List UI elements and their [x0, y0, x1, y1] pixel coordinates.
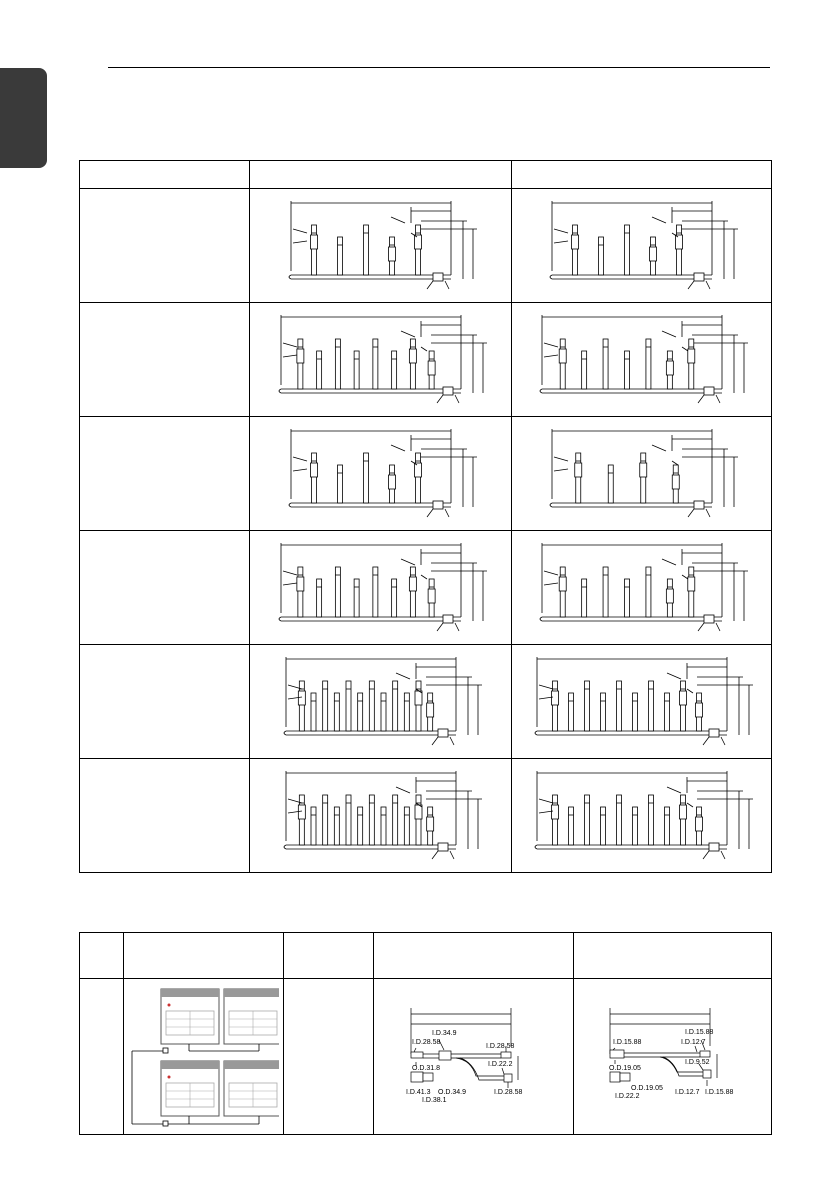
liquid-branch-diagram — [574, 979, 772, 1135]
header-pipe-drawing — [284, 657, 482, 745]
gas-header-diagram — [250, 303, 512, 417]
header-pipe-drawing — [540, 543, 748, 631]
conn-header-2 — [124, 933, 284, 979]
header-pipe-drawing — [289, 429, 477, 517]
liquid-label: O.D.19.05 — [630, 1085, 663, 1092]
conn-index-cell — [80, 979, 124, 1135]
liquid-header-diagram — [512, 531, 772, 645]
row-label — [80, 759, 250, 873]
header-rule — [108, 67, 770, 68]
gas-label: I.D.38.1 — [421, 1097, 447, 1104]
gas-label: I.D.28.58 — [493, 1089, 522, 1096]
gas-header-diagram — [250, 531, 512, 645]
row-label — [80, 645, 250, 759]
model-cell — [284, 979, 374, 1135]
liquid-label: I.D.15.88 — [704, 1089, 733, 1096]
gas-label: O.D.31.8 — [411, 1065, 440, 1072]
outdoor-units-diagram — [124, 979, 284, 1135]
liquid-header-diagram — [512, 189, 772, 303]
header-pipe-drawing — [550, 429, 738, 517]
liquid-header-diagram — [512, 759, 772, 873]
outdoor-unit-2 — [224, 989, 279, 1044]
gas-label: I.D.34.9 — [431, 1030, 457, 1037]
liquid-header-diagram — [512, 417, 772, 531]
liquid-label: I.D.15.88 — [612, 1039, 641, 1046]
gas-branch-diagram — [374, 979, 574, 1135]
gas-label: I.D.41.3 — [405, 1089, 431, 1096]
liquid-label: I.D.22.2 — [614, 1093, 640, 1100]
header-pipe-drawing — [279, 315, 487, 403]
header-col-1 — [80, 161, 250, 189]
row-label — [80, 303, 250, 417]
conn-header-5 — [574, 933, 772, 979]
conn-header-4 — [374, 933, 574, 979]
header-col-3 — [512, 161, 772, 189]
header-pipe-drawing — [289, 201, 477, 289]
connection-table — [79, 932, 772, 1135]
header-pipe-drawing — [284, 771, 482, 859]
gas-label: I.D.28.58 — [411, 1039, 440, 1046]
row-label — [80, 417, 250, 531]
gas-header-diagram — [250, 759, 512, 873]
row-label — [80, 189, 250, 303]
side-section-tab — [0, 68, 47, 168]
outdoor-unit-4 — [224, 1061, 279, 1116]
gas-label: I.D.28.58 — [485, 1043, 514, 1050]
gas-header-diagram — [250, 417, 512, 531]
liquid-label: I.D.9.52 — [684, 1059, 710, 1066]
outdoor-unit-3 — [161, 1061, 219, 1116]
header-pipe-drawing — [540, 315, 748, 403]
header-pipe-drawing — [535, 657, 753, 745]
header-pipe-drawing — [535, 771, 753, 859]
header-pipe-drawing — [279, 543, 487, 631]
header-table — [79, 160, 772, 873]
header-pipe-drawing — [550, 201, 738, 289]
conn-header-3 — [284, 933, 374, 979]
gas-header-diagram — [250, 645, 512, 759]
header-col-2 — [250, 161, 512, 189]
conn-header-1 — [80, 933, 124, 979]
liquid-label: I.D.12.7 — [680, 1039, 706, 1046]
liquid-header-diagram — [512, 303, 772, 417]
row-label — [80, 531, 250, 645]
liquid-label: I.D.15.88 — [684, 1029, 713, 1036]
outdoor-unit-1 — [161, 989, 219, 1044]
gas-label: O.D.34.9 — [437, 1089, 466, 1096]
gas-header-diagram — [250, 189, 512, 303]
gas-label: I.D.22.2 — [487, 1061, 513, 1068]
liquid-label: I.D.12.7 — [674, 1089, 700, 1096]
liquid-header-diagram — [512, 645, 772, 759]
liquid-label: O.D.19.05 — [608, 1065, 641, 1072]
